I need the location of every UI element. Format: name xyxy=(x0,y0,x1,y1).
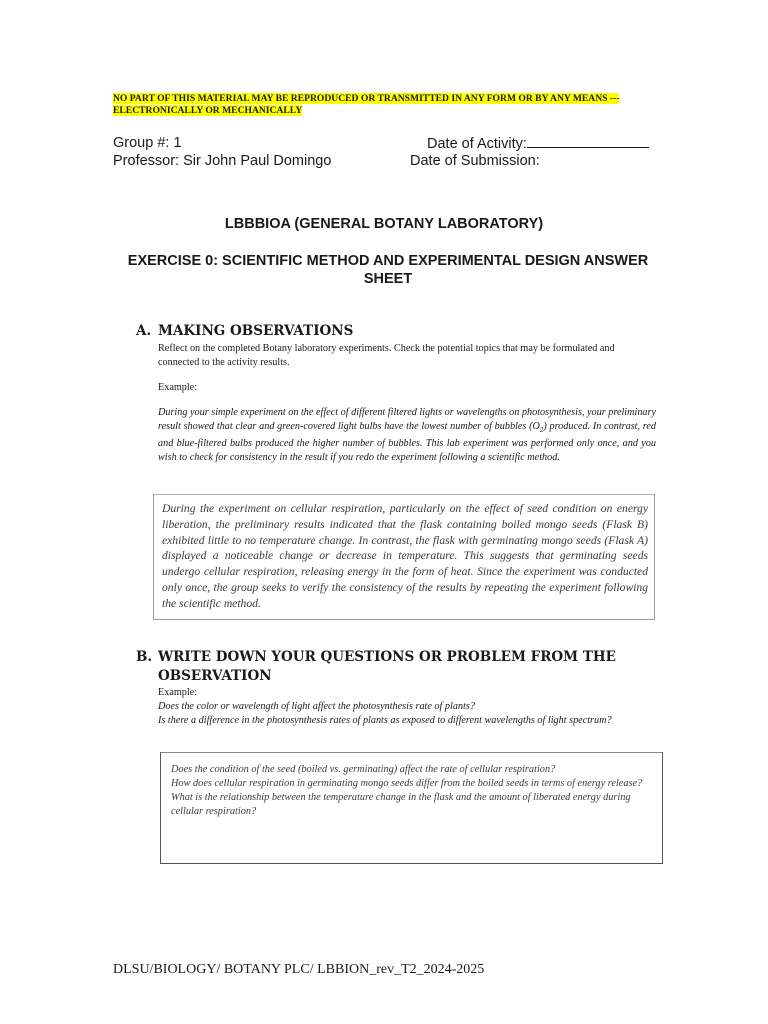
section-b-example-q1: Does the color or wavelength of light affect the photosynthesis rate of plants? xyxy=(158,701,475,712)
example-text-part1: During your simple experiment on the effect of different filtered lights or wavelengths on photosynthesis, your preliminary result showed that clear and green-covered light bulbs have the lowest number of bubbles (O xyxy=(158,407,656,432)
section-a-heading xyxy=(136,321,353,341)
section-b-heading xyxy=(136,647,616,667)
section-a-example-text xyxy=(158,406,656,465)
date-of-activity xyxy=(427,135,649,153)
example-subscript: 2 xyxy=(539,426,544,435)
professor-name: Professor: Sir John Paul Domingo xyxy=(113,153,332,169)
section-b-title-line1: WRITE DOWN YOUR QUESTIONS OR PROBLEM FROM THE xyxy=(158,649,616,665)
section-b-answer-q2: How does cellular respiration in germinating mongo seeds differ from the boiled seeds in terms of energy release? xyxy=(171,778,643,789)
section-b-answer-q3: What is the relationship between the temperature change in the flask and the amount of liberated energy during cellular respiration? xyxy=(171,792,631,817)
copyright-notice: NO PART OF THIS MATERIAL MAY BE REPRODUCED OR TRANSMITTED IN ANY FORM OR BY ANY MEANS --- ELECTRONICALLY OR MECHANICALLY xyxy=(113,93,620,116)
example-text-part2: ) produced. In contrast, red and blue-filtered bulbs produced the higher number of bubbles. This lab experiment was performed only once, and you wish to check for consistency in the result if you redo the experiment following a scientific method. xyxy=(158,421,656,464)
section-b-answer-q1: Does the condition of the seed (boiled vs. germinating) affect the rate of cellular respiration? xyxy=(171,764,556,775)
document-footer: DLSU/BIOLOGY/ BOTANY PLC/ LBBION_rev_T2_2024-2025 xyxy=(113,962,485,977)
section-b-title-line2: OBSERVATION xyxy=(158,668,272,684)
section-a-example-label: Example: xyxy=(158,382,198,393)
section-b-example-label: Example: xyxy=(158,687,198,698)
section-a-letter: A. xyxy=(136,323,152,339)
section-a-answer-box[interactable] xyxy=(153,494,655,620)
date-of-submission-label: Date of Submission: xyxy=(410,153,540,169)
section-b-example-q2: Is there a difference in the photosynthesis rates of plants as exposed to different wavelengths of light spectrum? xyxy=(158,715,612,726)
date-of-activity-label: Date of Activity: xyxy=(427,136,527,152)
section-b-letter: B. xyxy=(136,649,153,665)
section-a-instructions: Reflect on the completed Botany laboratory experiments. Check the potential topics that may be formulated and connected to the activity results. xyxy=(158,343,615,368)
group-number: Group #: 1 xyxy=(113,135,182,151)
course-title: LBBBIOA (GENERAL BOTANY LABORATORY) xyxy=(224,216,544,232)
section-a-answer-text: During the experiment on cellular respiration, particularly on the effect of seed condition on energy liberation, the preliminary results indicated that the flask containing boiled mongo seeds (Flask B) exhibited little to no temperature change. In contrast, the flask with germinating mongo seeds (Flask A) displayed a noticeable change or decrease in temperature. This suggests that germinating seeds undergo cellular respiration, releasing energy in the form of heat. Since the experiment was conducted only once, the group seeks to verify the consistency of the results by repeating the experiment following the scientific method. xyxy=(162,502,648,610)
date-of-activity-blank xyxy=(527,135,649,148)
section-b-answer-box[interactable] xyxy=(160,752,663,864)
exercise-title: EXERCISE 0: SCIENTIFIC METHOD AND EXPERIMENTAL DESIGN ANSWER SHEET xyxy=(127,253,649,287)
section-a-title: MAKING OBSERVATIONS xyxy=(158,323,354,339)
